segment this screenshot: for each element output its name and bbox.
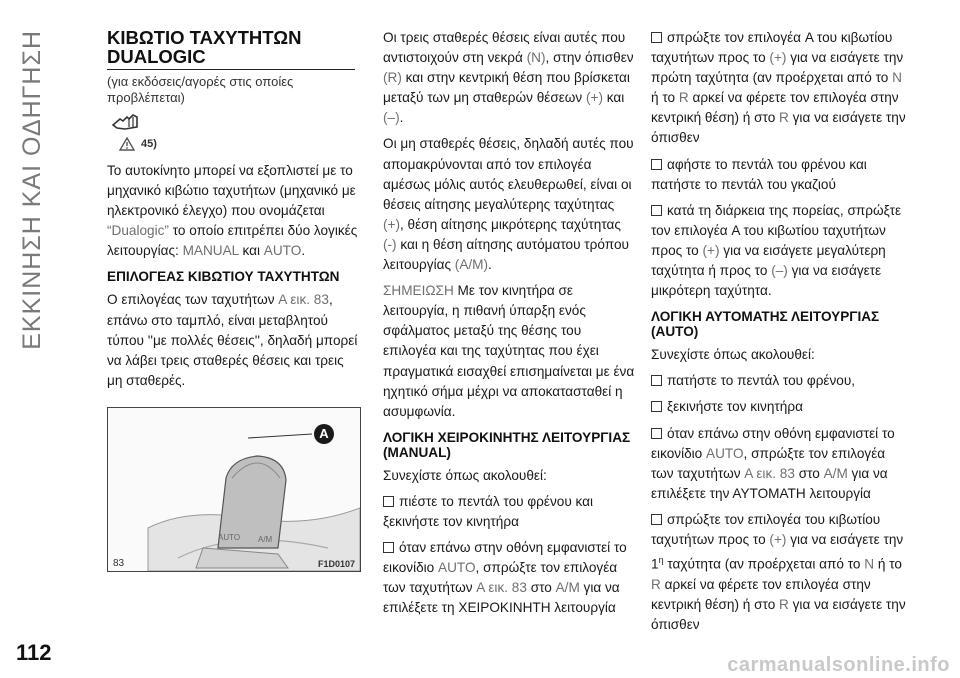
note-paragraph: ΣΗΜΕΙΩΣΗ Με τον κινητήρα σε λειτουργία, η πιθανή ύπαρξη ενός σφάλματος μεταξύ της θέσης του επιλογέα και της ταχύτητας που έχει πραγματικά εισαχθεί επισημαίνεται με ένα ηχητικό σήμα μέχρι να αποκατασταθεί η ασυμφωνία. — [383, 283, 635, 419]
title-rule — [107, 69, 355, 70]
list-item: όταν επάνω στην οθόνη εμφανιστεί το εικονίδιο AUTO, σπρώξτε τον επιλογέα των ταχυτήτων A εικ. 83 στο A/M για να επιλέξετε τη ΧΕΙΡΟΚΙΝΗΤΗ λειτουργία — [383, 540, 627, 616]
subtitle: (για εκδόσεις/αγορές στις οποίες προβλέπεται) — [107, 74, 294, 105]
checkbox-bullet-icon — [383, 496, 394, 507]
svg-text:AUTO: AUTO — [218, 532, 241, 542]
checkbox-bullet-icon — [651, 514, 662, 525]
page-title — [107, 28, 359, 66]
callout-marker-a: A — [314, 424, 334, 444]
hand-icon-row — [111, 113, 359, 131]
intro-paragraph: Το αυτοκίνητο μπορεί να εξοπλιστεί με το μηχανικό κιβώτιο ταχυτήτων (μηχανικό με ηλεκτρονικό έλεγχο) που ονομάζεται “Dualogic” το οποίο επιτρέπει δύο λογικές λειτουργίας: MANUAL και AUTO. — [107, 163, 358, 259]
warning-ref-number: 45) — [141, 138, 157, 150]
checkbox-bullet-icon — [651, 401, 662, 412]
warning-triangle-icon — [119, 137, 135, 151]
fixed-positions-paragraph: Οι τρεις σταθερές θέσεις είναι αυτές που αντιστοιχούν στη νεκρά (N), στην όπισθεν (R) και στην κεντρική θέση που βρίσκεται μεταξύ των μη σταθερών θέσεων (+) και (–). — [383, 30, 634, 126]
checkbox-bullet-icon — [651, 375, 662, 386]
list-item: σπρώξτε τον επιλογέα του κιβωτίου ταχυτήτων προς το (+) για να εισάγετε την $1^\eta$ ταχύτητα (αν προέρχεται από το N ή το R αρκεί να φέρετε τον επιλογέα στην κεντρική θέση) ή στο R για να εισάγετε την όπισθεν — [651, 511, 906, 632]
heading-selector: ΕΠΙΛΟΓΕΑΣ ΚΙΒΩΤΙΟΥ ΤΑΧΥΤΗΤΩΝ — [107, 269, 340, 285]
continue-text: Συνεχίστε όπως ακολουθεί: — [383, 467, 547, 483]
continue-text: Συνεχίστε όπως ακολουθεί: — [651, 347, 815, 363]
list-item: σπρώξτε τον επιλογέα A του κιβωτίου ταχυτήτων προς το (+) για να εισάγετε την πρώτη ταχύτητα (αν προέρχεται από το N ή το R αρκεί να φέρετε τον επιλογέα στην κεντρική θέση) ή στο R για να εισάγετε την όπισθεν — [651, 30, 906, 146]
column-2 — [383, 28, 635, 624]
list-item: πιέστε το πεντάλ του φρένου και ξεκινήστε τον κινητήρα — [383, 493, 594, 529]
checkbox-bullet-icon — [651, 205, 662, 216]
column-3 — [651, 28, 906, 641]
list-item: κατά τη διάρκεια της πορείας, σπρώξτε τον επιλογέα A του κιβωτίου ταχυτήτων προς το (+) για να εισάγετε μεγαλύτερη ταχύτητα ή προς το (–) για να εισάγετε μικρότερη ταχύτητα. — [651, 202, 902, 299]
title-line-1: ΚΙΒΩΤΙΟ ΤΑΧΥΤΗΤΩΝ — [107, 27, 302, 48]
figure-number: 83 — [113, 557, 125, 569]
title-line-2: DUALOGIC — [107, 46, 206, 67]
list-item: όταν επάνω στην οθόνη εμφανιστεί το εικονίδιο AUTO, σπρώξτε τον επιλογέα των ταχυτήτων A εικ. 83 στο A/M για να επιλέξετε την ΑΥΤΟΜΑΤΗ λειτουργία — [651, 425, 895, 501]
warning-reference — [119, 137, 359, 151]
svg-text:A/M: A/M — [258, 534, 273, 544]
unstable-positions-paragraph: Οι μη σταθερές θέσεις, δηλαδή αυτές που απομακρύνονται από τον επιλογέα αμέσως μόλις αυτός ελευθερωθεί, είναι οι θέσεις αίτησης μεγαλύτερης ταχύτητας (+), θέση αίτησης μικρότερης ταχύτητας (-) και η θέση αίτησης αυτόματου τρόπου λειτουργίας (A/M). — [383, 136, 634, 273]
checkbox-bullet-icon — [651, 32, 662, 43]
hand-pointing-icon — [111, 113, 141, 131]
checkbox-bullet-icon — [651, 159, 662, 170]
section-title: ΕΚΚΙΝΗΣΗ ΚΑΙ ΟΔΗΓΗΣΗ — [18, 30, 46, 350]
list-item: ξεκινήστε τον κινητήρα — [651, 397, 906, 417]
list-item: πατήστε το πεντάλ του φρένου, — [651, 371, 906, 391]
heading-auto-mode: ΛΟΓΙΚΗ ΑΥΤΟΜΑΤΗΣ ΛΕΙΤΟΥΡΓΙΑΣ (AUTO) — [651, 309, 880, 340]
figure-gear-selector — [107, 407, 361, 572]
watermark: carmanualsonline.info — [727, 654, 950, 676]
list-item: αφήστε το πεντάλ του φρένου και πατήστε το πεντάλ του γκαζιού — [651, 156, 867, 192]
checkbox-bullet-icon — [651, 428, 662, 439]
selector-paragraph: Ο επιλογέας των ταχυτήτων A εικ. 83, επάνω στο ταμπλό, είναι μεταβλητού τύπου ''με πολλές θέσεις'', δηλαδή μπορεί να λάβει τρεις σταθερές θέσεις και τρεις μη σταθερές. — [107, 292, 358, 388]
figure-code: F1D0107 — [317, 558, 355, 569]
heading-manual-mode: ΛΟΓΙΚΗ ΧΕΙΡΟΚΙΝΗΤΗΣ ΛΕΙΤΟΥΡΓΙΑΣ (MANUAL) — [383, 429, 631, 460]
sidebar — [0, 0, 62, 678]
checkbox-bullet-icon — [383, 542, 394, 553]
page-number: 112 — [16, 640, 52, 665]
column-1 — [107, 28, 359, 572]
